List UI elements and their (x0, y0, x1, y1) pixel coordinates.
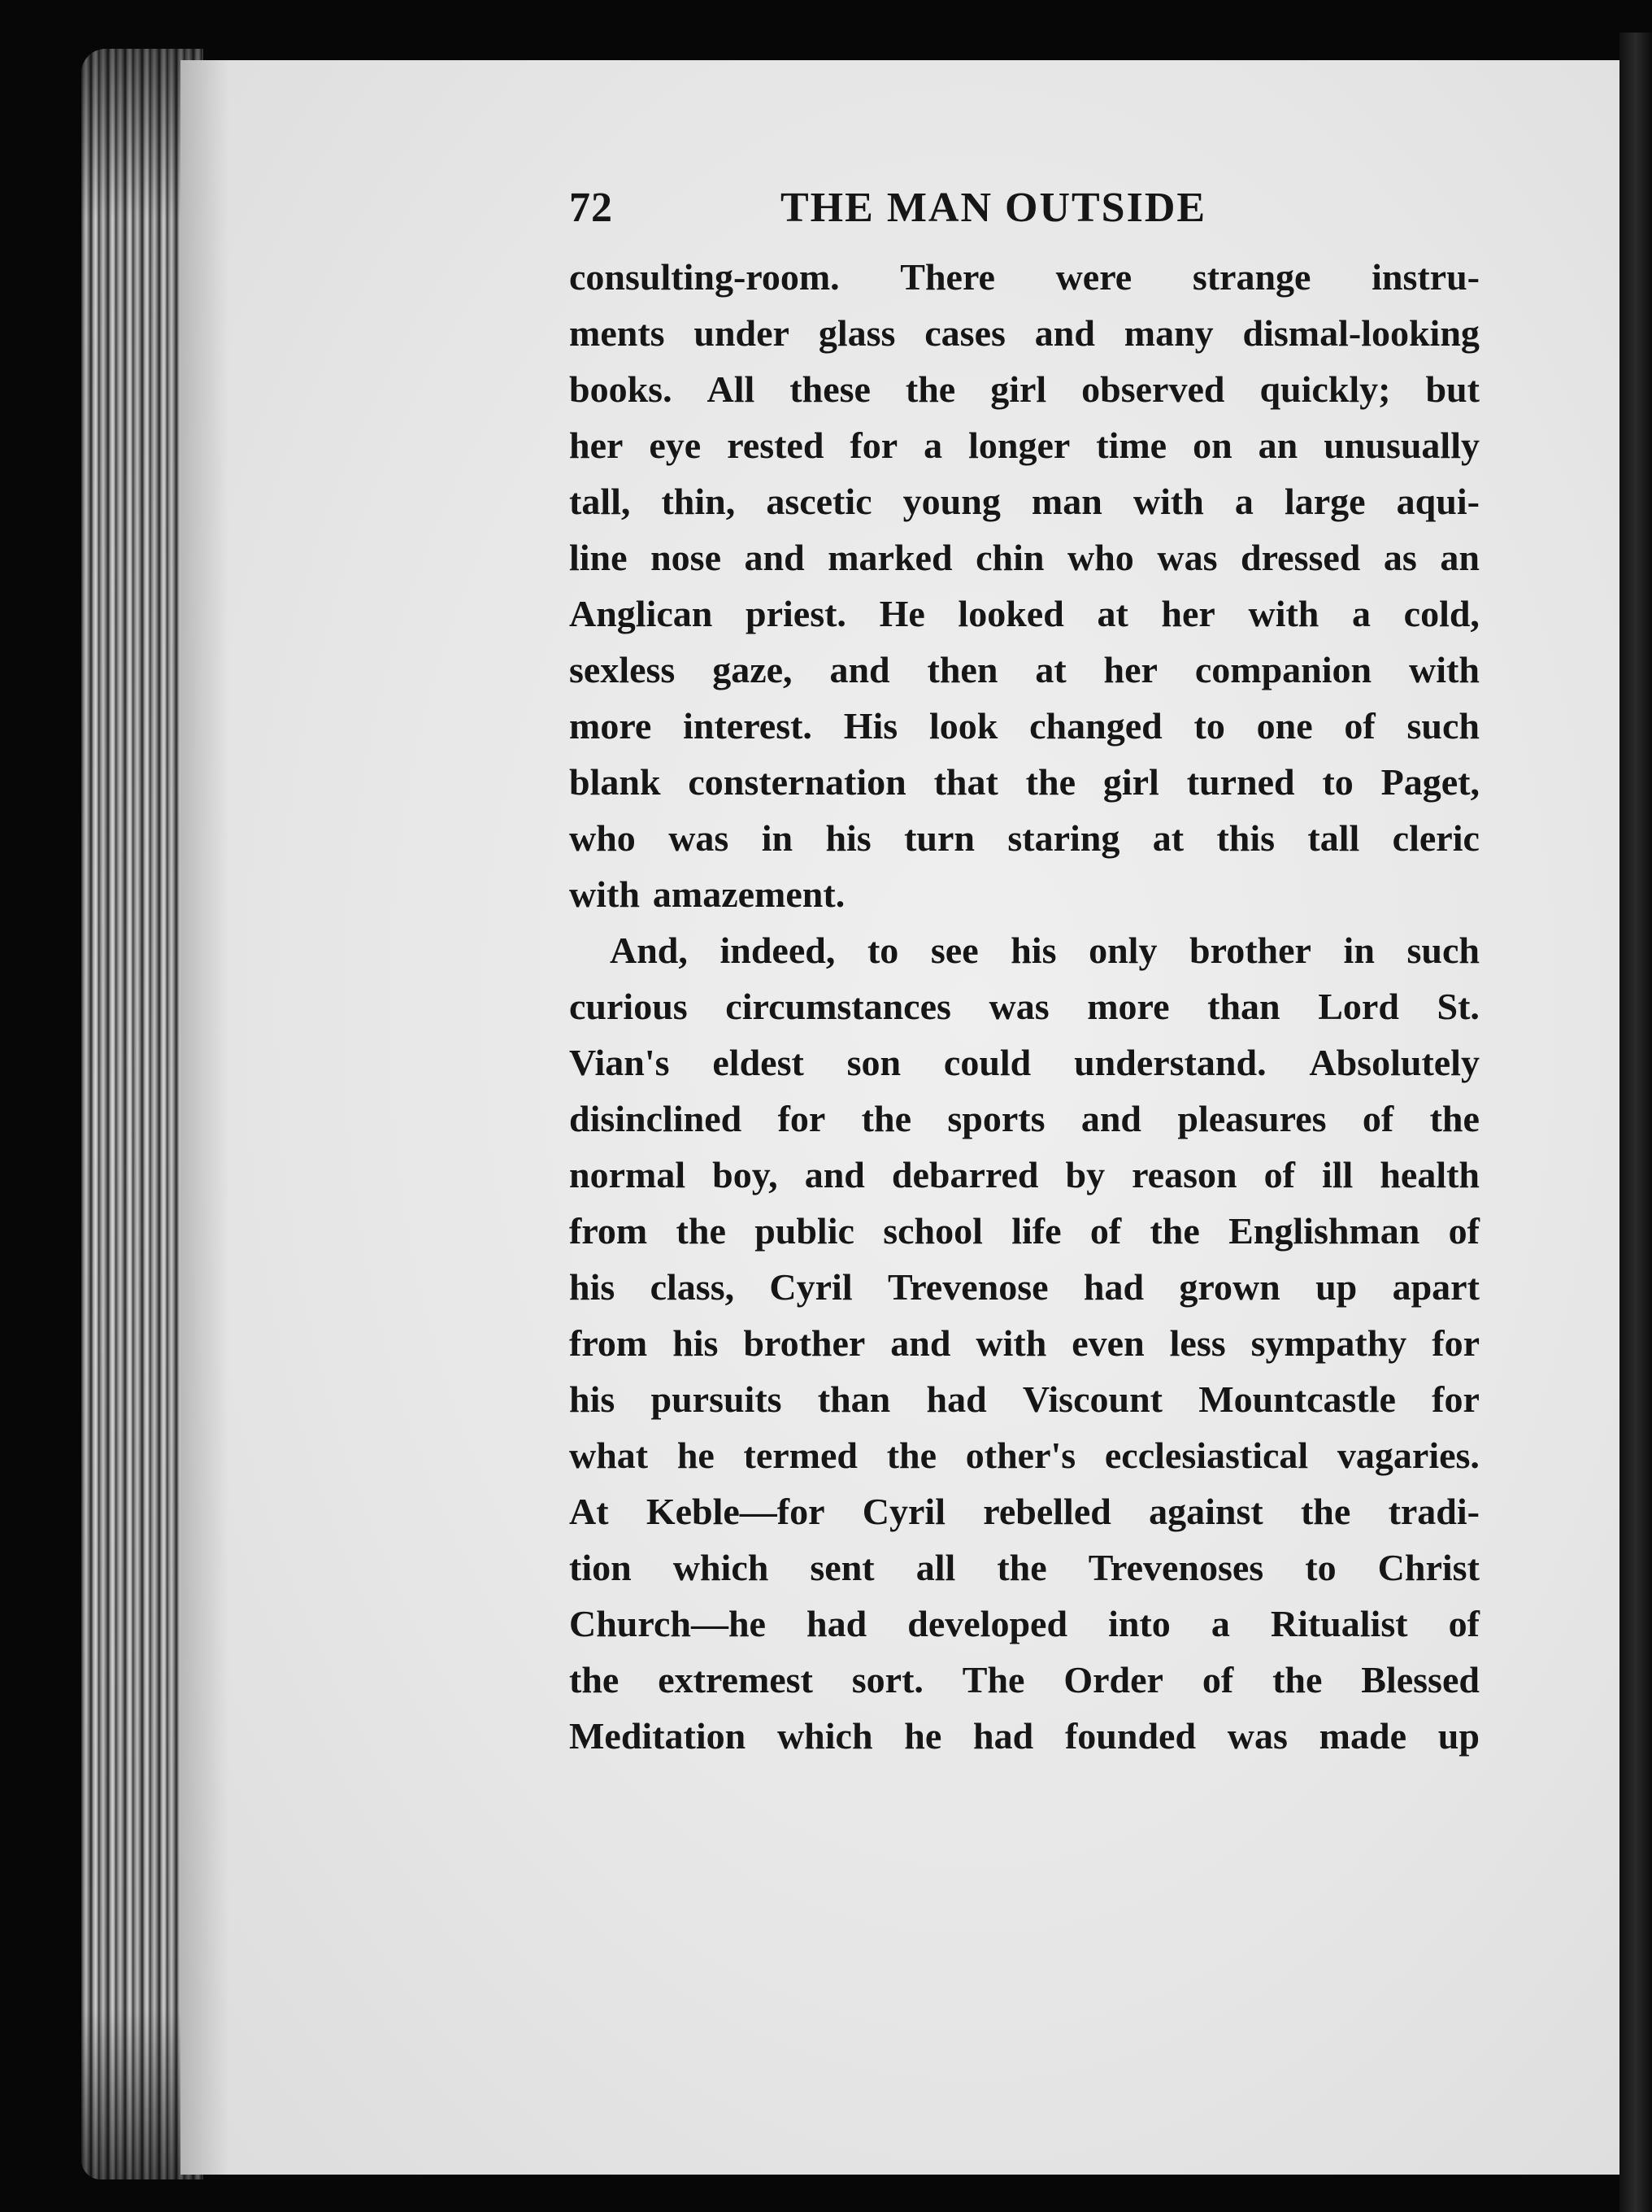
running-head (569, 184, 1480, 249)
text-line: curious circumstances was more than Lord St. (569, 986, 1480, 1027)
text-line: who was in his turn staring at this tall cleric (569, 817, 1480, 859)
text-line: tion which sent all the Trevenoses to Christ (569, 1547, 1480, 1588)
text-line: his class, Cyril Trevenose had grown up apart (569, 1266, 1480, 1308)
text-line: Anglican priest. He looked at her with a cold, (569, 593, 1480, 634)
text-line: with amazement. (569, 873, 846, 915)
text-line: the extremest sort. The Order of the Blessed (569, 1659, 1480, 1700)
text-line: his pursuits than had Viscount Mountcastle for (569, 1378, 1480, 1420)
page-text-block (569, 184, 1480, 1764)
page-number: 72 (569, 185, 613, 231)
text-line: line nose and marked chin who was dressed as an (569, 537, 1480, 578)
text-line: normal boy, and debarred by reason of ill health (569, 1154, 1480, 1195)
text-line: consulting-room. There were strange instru- (569, 256, 1480, 298)
text-line: ments under glass cases and many dismal-looking (569, 312, 1480, 354)
text-line: her eye rested for a longer time on an unusually (569, 425, 1480, 466)
text-line: And, indeed, to see his only brother in such (610, 930, 1480, 971)
text-line: from the public school life of the Englishman of (569, 1210, 1480, 1252)
text-line: from his brother and with even less sympathy for (569, 1322, 1480, 1364)
text-line: more interest. His look changed to one of such (569, 705, 1480, 747)
running-title: THE MAN OUTSIDE (780, 185, 1207, 231)
text-line: what he termed the other's ecclesiastical vagaries. (569, 1435, 1480, 1476)
text-line: sexless gaze, and then at her companion with (569, 649, 1480, 690)
gutter-shadow (180, 60, 229, 2175)
text-line: blank consternation that the girl turned to Paget, (569, 761, 1480, 803)
text-line: books. All these the girl observed quickly; but (569, 368, 1480, 410)
text-line: tall, thin, ascetic young man with a large aqui- (569, 481, 1480, 522)
facing-page-edge (1619, 33, 1652, 2212)
body-text (569, 249, 1480, 1764)
text-line: Vian's eldest son could understand. Absolutely (569, 1042, 1480, 1083)
text-line: Meditation which he had founded was made up (569, 1715, 1480, 1757)
text-line: At Keble—for Cyril rebelled against the tradi- (569, 1491, 1480, 1532)
text-line: Church—he had developed into a Ritualist of (569, 1603, 1480, 1644)
text-line: disinclined for the sports and pleasures of the (569, 1098, 1480, 1139)
